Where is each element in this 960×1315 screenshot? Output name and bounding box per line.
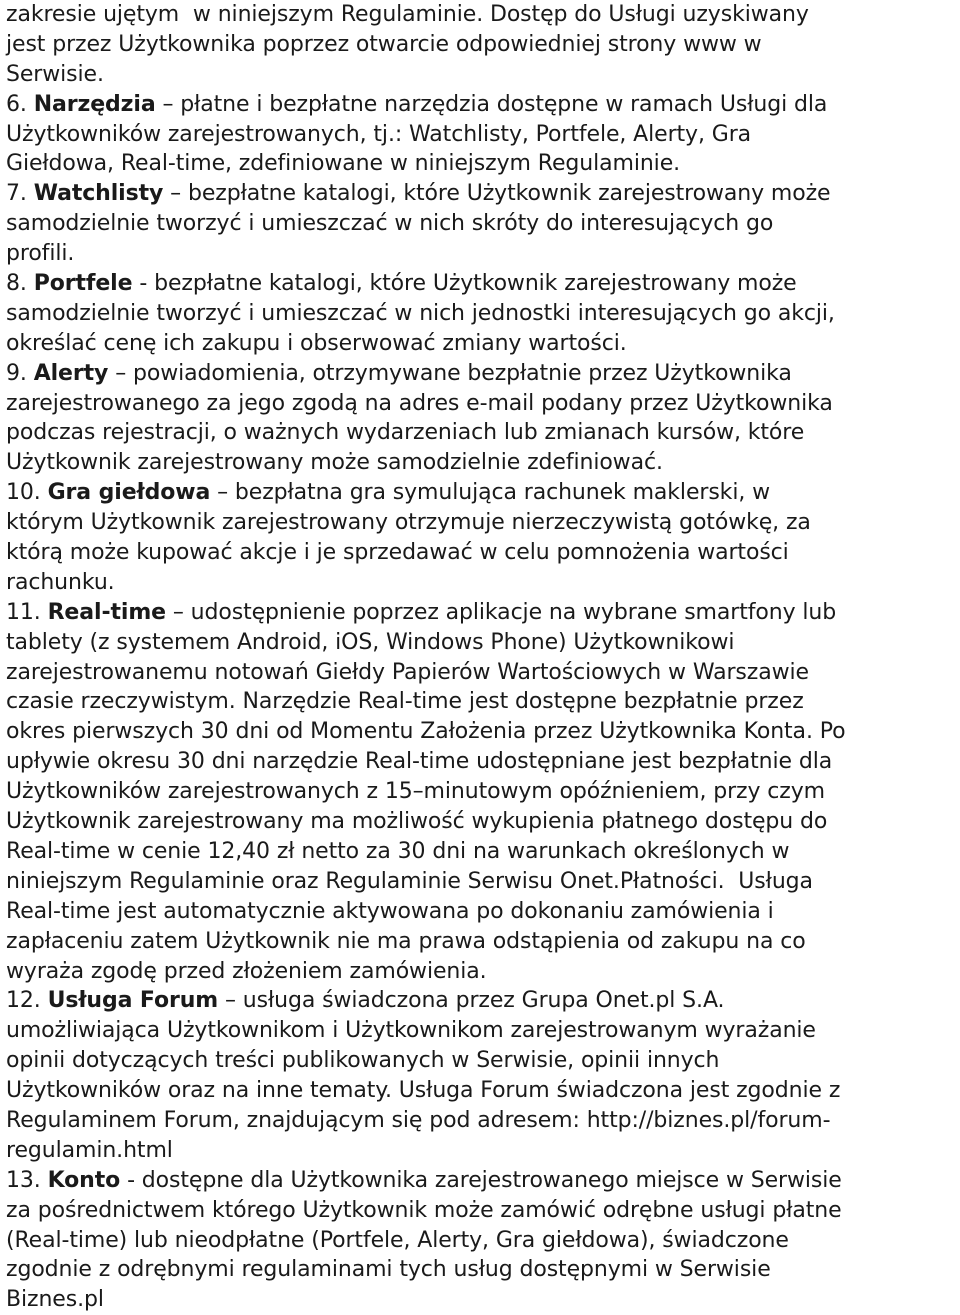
- text-line: [6, 60, 956, 90]
- text-segment: Serwisie.: [6, 61, 104, 87]
- text-line: [6, 1166, 956, 1196]
- text-segment: okres pierwszych 30 dni od Momentu Założenia przez Użytkownika Konta. Po: [6, 719, 846, 745]
- text-segment: (Real-time) lub nieodpłatne (Portfele, Alerty, Gra giełdowa), świadczone: [6, 1227, 789, 1253]
- text-line: [6, 30, 956, 60]
- text-line: [6, 478, 956, 508]
- text-segment: 6.: [6, 91, 34, 117]
- text-line: [6, 90, 956, 120]
- term-heading: Narzędzia: [33, 91, 156, 117]
- text-segment: – płatne i bezpłatne narzędzia dostępne w ramach Usługi dla: [155, 91, 828, 117]
- text-line: [6, 0, 956, 30]
- text-line: [6, 269, 956, 299]
- text-line: [6, 1285, 956, 1315]
- text-segment: Regulaminem Forum, znajdującym się pod adresem: http://biznes.pl/forum-: [6, 1107, 831, 1133]
- text-segment: samodzielnie tworzyć i umieszczać w nich jednostki interesujących go akcji,: [6, 300, 835, 326]
- text-line: [6, 1226, 956, 1256]
- text-line: [6, 1255, 956, 1285]
- text-segment: zarejestrowanego za jego zgodą na adres e-mail podany przez Użytkownika: [6, 390, 833, 416]
- text-segment: Użytkowników zarejestrowanych z 15–minutowym opóźnieniem, przy czym: [6, 779, 825, 805]
- text-line: [6, 568, 956, 598]
- text-segment: zakresie ujętym w niniejszym Regulaminie. Dostęp do Usługi uzyskiwany: [6, 2, 809, 27]
- text-line: [6, 1136, 956, 1166]
- text-segment: Biznes.pl: [6, 1287, 104, 1313]
- text-segment: samodzielnie tworzyć i umieszczać w nich skróty do interesujących go: [6, 211, 774, 237]
- text-segment: regulamin.html: [6, 1137, 173, 1163]
- term-heading: Watchlisty: [33, 181, 164, 207]
- text-line: [6, 927, 956, 957]
- term-heading: Alerty: [33, 360, 109, 386]
- text-segment: 11.: [6, 599, 48, 625]
- text-line: [6, 538, 956, 568]
- text-segment: zarejestrowanemu notowań Giełdy Papierów Wartościowych w Warszawie: [6, 659, 809, 685]
- text-segment: którą może kupować akcje i je sprzedawać w celu pomnożenia wartości: [6, 540, 789, 566]
- text-line: [6, 717, 956, 747]
- text-line: [6, 1106, 956, 1136]
- text-line: [6, 359, 956, 389]
- text-line: [6, 867, 956, 897]
- text-segment: Użytkowników oraz na inne tematy. Usługa Forum świadczona jest zgodnie z: [6, 1078, 841, 1104]
- text-segment: rachunku.: [6, 569, 115, 595]
- text-line: [6, 598, 956, 628]
- text-segment: – usługa świadczona przez Grupa Onet.pl S.A.: [218, 988, 725, 1014]
- text-segment: określać cenę ich zakupu i obserwować zmiany wartości.: [6, 330, 627, 356]
- text-line: [6, 1016, 956, 1046]
- text-segment: 8.: [6, 271, 34, 297]
- text-line: [6, 1196, 956, 1226]
- text-line: [6, 957, 956, 987]
- text-segment: 12.: [6, 988, 48, 1014]
- text-line: [6, 777, 956, 807]
- text-line: [6, 687, 956, 717]
- text-line: [6, 149, 956, 179]
- text-line: [6, 747, 956, 777]
- term-heading: Real-time: [47, 599, 166, 625]
- text-line: [6, 837, 956, 867]
- text-segment: zapłaceniu zatem Użytkownik nie ma prawa odstąpienia od zakupu na co: [6, 928, 806, 954]
- text-segment: 13.: [6, 1167, 48, 1193]
- text-line: [6, 807, 956, 837]
- text-segment: - dostępne dla Użytkownika zarejestrowanego miejsce w Serwisie: [120, 1167, 842, 1193]
- text-line: [6, 418, 956, 448]
- text-segment: - bezpłatne katalogi, które Użytkownik zarejestrowany może: [132, 271, 797, 297]
- text-line: [6, 389, 956, 419]
- text-segment: – bezpłatna gra symulująca rachunek maklerski, w: [210, 480, 771, 506]
- text-line: [6, 179, 956, 209]
- text-line: [6, 209, 956, 239]
- text-segment: Użytkownik zarejestrowany może samodzielnie zdefiniować.: [6, 450, 663, 476]
- text-segment: 10.: [6, 480, 48, 506]
- text-segment: 9.: [6, 360, 34, 386]
- term-heading: Gra giełdowa: [47, 480, 211, 506]
- term-heading: Portfele: [33, 271, 133, 297]
- text-segment: – udostępnienie poprzez aplikacje na wybrane smartfony lub: [165, 599, 837, 625]
- text-segment: Użytkowników zarejestrowanych, tj.: Watchlisty, Portfele, Alerty, Gra: [6, 121, 752, 147]
- text-segment: za pośrednictwem którego Użytkownik może zamówić odrębne usługi płatne: [6, 1197, 842, 1223]
- term-heading: Konto: [47, 1167, 121, 1193]
- text-line: [6, 299, 956, 329]
- text-line: [6, 1046, 956, 1076]
- text-line: [6, 1076, 956, 1106]
- text-line: [6, 508, 956, 538]
- text-segment: Real-time w cenie 12,40 zł netto za 30 dni na warunkach określonych w: [6, 838, 790, 864]
- text-segment: Użytkownik zarejestrowany ma możliwość wykupienia płatnego dostępu do: [6, 809, 828, 835]
- text-segment: umożliwiająca Użytkownikom i Użytkownikom zarejestrowanym wyrażanie: [6, 1018, 816, 1044]
- text-line: [6, 329, 956, 359]
- text-line: [6, 897, 956, 927]
- text-segment: którym Użytkownik zarejestrowany otrzymuje nierzeczywistą gotówkę, za: [6, 510, 811, 536]
- text-segment: wyraża zgodę przed złożeniem zamówienia.: [6, 958, 487, 984]
- text-segment: zgodnie z odrębnymi regulaminami tych usług dostępnymi w Serwisie: [6, 1257, 771, 1283]
- text-segment: jest przez Użytkownika poprzez otwarcie odpowiedniej strony www w: [6, 31, 762, 57]
- text-line: [6, 448, 956, 478]
- text-line: [6, 658, 956, 688]
- text-segment: Real-time jest automatycznie aktywowana po dokonaniu zamówienia i: [6, 898, 774, 924]
- text-line: [6, 628, 956, 658]
- text-segment: upływie okresu 30 dni narzędzie Real-time udostępniane jest bezpłatnie dla: [6, 749, 833, 775]
- text-line: [6, 986, 956, 1016]
- text-segment: Giełdowa, Real-time, zdefiniowane w niniejszym Regulaminie.: [6, 151, 681, 177]
- text-segment: – powiadomienia, otrzymywane bezpłatnie przez Użytkownika: [108, 360, 792, 386]
- text-segment: – bezpłatne katalogi, które Użytkownik zarejestrowany może: [163, 181, 831, 207]
- text-segment: czasie rzeczywistym. Narzędzie Real-time jest dostępne bezpłatnie przez: [6, 689, 804, 715]
- text-segment: tablety (z systemem Android, iOS, Windows Phone) Użytkownikowi: [6, 629, 735, 655]
- text-segment: 7.: [6, 181, 34, 207]
- term-heading: Usługa Forum: [47, 988, 219, 1014]
- text-line: [6, 120, 956, 150]
- regulation-text-body: [6, 0, 956, 1315]
- text-segment: opinii dotyczących treści publikowanych w Serwisie, opinii innych: [6, 1048, 720, 1074]
- text-segment: profili.: [6, 241, 75, 267]
- text-segment: podczas rejestracji, o ważnych wydarzeniach lub zmianach kursów, które: [6, 420, 805, 446]
- text-line: [6, 239, 956, 269]
- text-segment: niniejszym Regulaminie oraz Regulaminie Serwisu Onet.Płatności. Usługa: [6, 868, 813, 894]
